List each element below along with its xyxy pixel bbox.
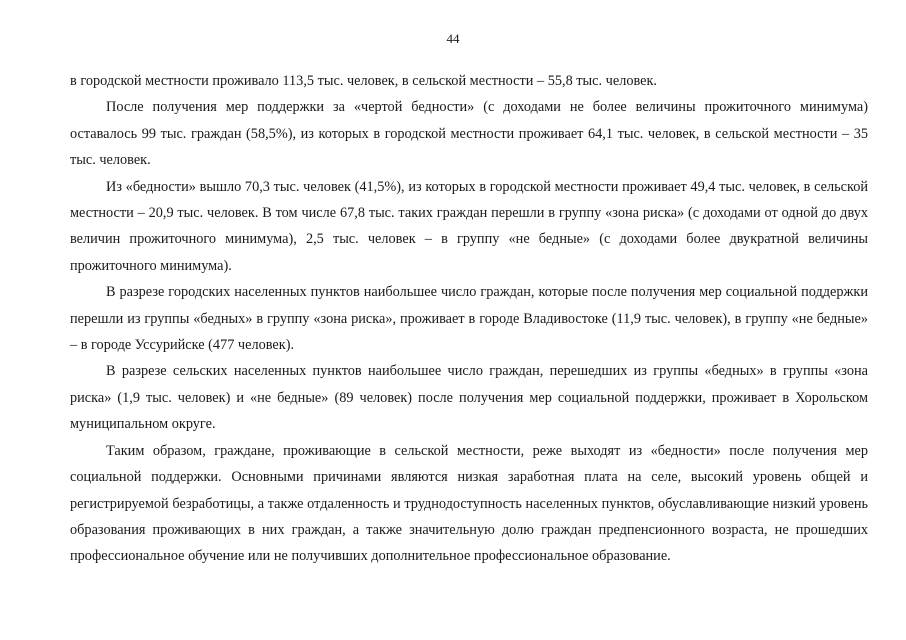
paragraph-poverty-line: После получения мер поддержки за «чертой бедности» (с доходами не более величины прожиточного минимума) оставалось 99 тыс. граждан (58,5%), из которых в городской местности проживает 64,1 тыс. человек, в сельской местности – 35 тыс. человек. [70, 99, 868, 169]
paragraph-urban-settlements: В разрезе городских населенных пунктов наибольшее число граждан, которые после получения мер социальной поддержки перешли из группы «бедных» в группу «зона риска», проживает в городе Владивостоке (11,9 тыс. человек), в группу «не бедные» – в городе Уссурийске (477 человек). [70, 284, 868, 354]
paragraph-rural-settlements: В разрезе сельских населенных пунктов наибольшее число граждан, перешедших из группы «бедных» в группы «зона риска» (1,9 тыс. человек) и «не бедные» (89 человек) после получения мер социальной поддержки, проживает в Хорольском муниципальном округе. [70, 363, 868, 433]
body-text [70, 68, 868, 570]
paragraph-conclusion: Таким образом, граждане, проживающие в сельской местности, реже выходят из «бедности» после получения мер социальной поддержки. Основными причинами являются низкая заработная плата на селе, высокий уровень общей и регистрируемой безработицы, а также отдаленность и труднодоступность населенных пунктов, обуславливающие низкий уровень образования проживающих в них граждан, а также значительную долю граждан предпенсионного возраста, не прошедших профессиональное обучение или не получивших дополнительное профессиональное образование. [70, 442, 868, 565]
paragraph-exited-poverty: Из «бедности» вышло 70,3 тыс. человек (41,5%), из которых в городской местности проживает 49,4 тыс. человек, в сельской местности – 20,9 тыс. человек. В том числе 67,8 тыс. таких граждан перешли в группу «зона риска» (с доходами от одной до двух величин прожиточного минимума), 2,5 тыс. человек – в группу «не бедные» (с доходами более двукратной величины прожиточного минимума). [70, 178, 868, 274]
page-number: 44 [446, 31, 460, 46]
paragraph-continuation: в городской местности проживало 113,5 тыс. человек, в сельской местности – 55,8 тыс. человек. [70, 73, 658, 89]
